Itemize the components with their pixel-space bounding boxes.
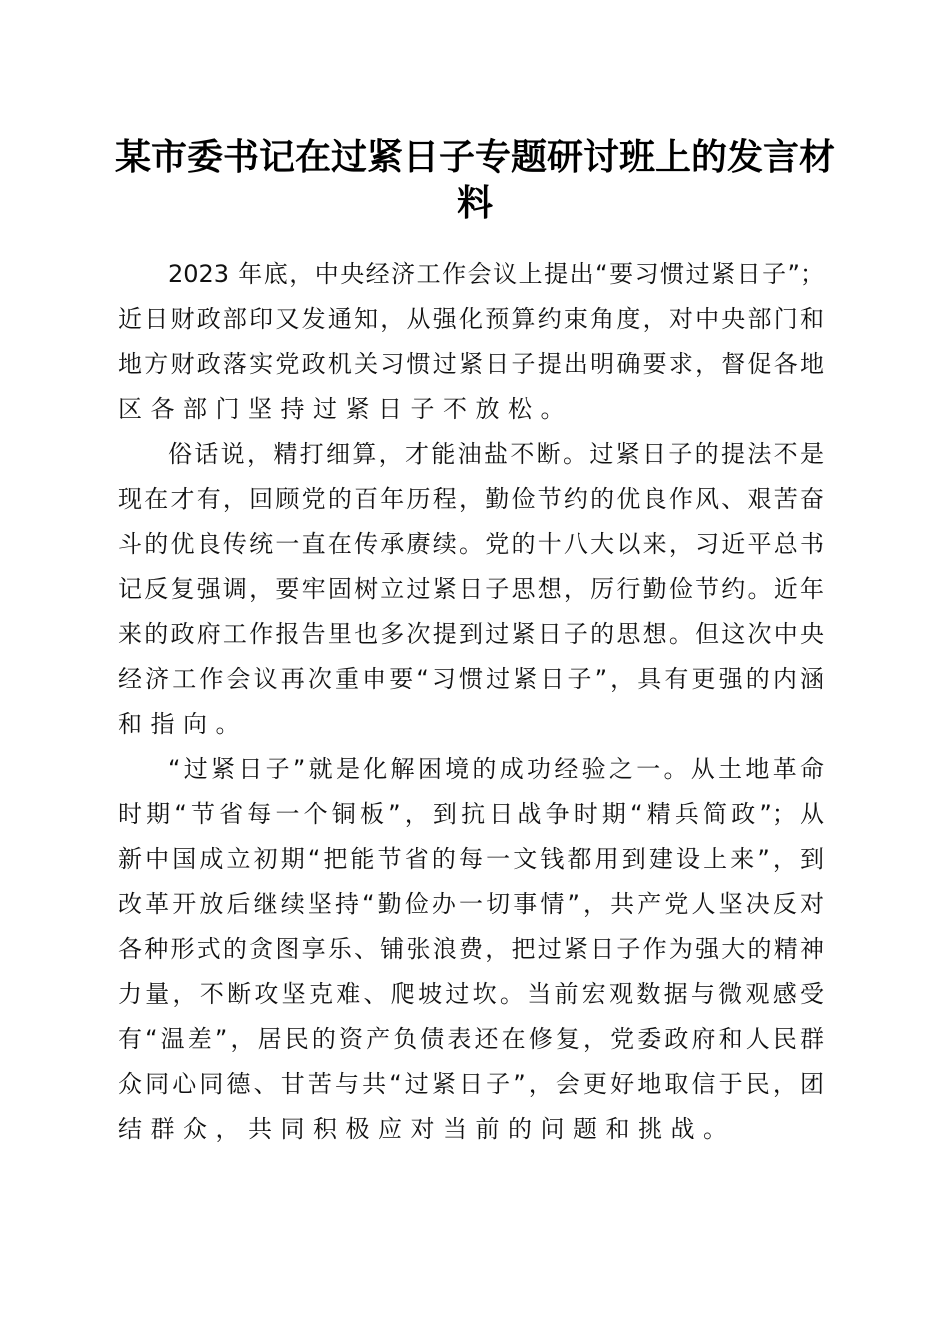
paragraph-line: 地方财政落实党政机关习惯过紧日子提出明确要求，督促各地 (118, 350, 824, 378)
paragraph-line: 斗的优良传统一直在传承赓续。党的十八大以来，习近平总书 (118, 530, 824, 558)
paragraph-line: 和指向。 (118, 710, 248, 738)
paragraph-line: 2023 年底，中央经济工作会议上提出“要习惯过紧日子”； (168, 260, 824, 288)
paragraph-line: 时期“节省每一个铜板”，到抗日战争时期“精兵简政”；从 (118, 800, 824, 828)
paragraph (118, 432, 824, 747)
paragraph-line: 众同心同德、甘苦与共“过紧日子”，会更好地取信于民，团 (118, 1070, 824, 1098)
paragraph-line: 来的政府工作报告里也多次提到过紧日子的思想。但这次中央 (118, 620, 824, 648)
paragraph (118, 252, 824, 432)
title-line: 料 (456, 182, 493, 224)
title-line: 某市委书记在过紧日子专题研讨班上的发言材 (114, 136, 835, 178)
paragraph-line: 力量，不断攻坚克难、爬坡过坎。当前宏观数据与微观感受 (118, 980, 824, 1008)
paragraph-line: 记反复强调，要牢固树立过紧日子思想，厉行勤俭节约。近年 (118, 575, 824, 603)
paragraph-line: 现在才有，回顾党的百年历程，勤俭节约的优良作风、艰苦奋 (118, 485, 824, 513)
paragraph-line: 结群众，共同积极应对当前的问题和挑战。 (118, 1115, 736, 1143)
paragraph-line: 有“温差”，居民的资产负债表还在修复，党委政府和人民群 (118, 1025, 824, 1053)
paragraph (118, 747, 824, 1152)
paragraph-line: “过紧日子”就是化解困境的成功经验之一。从土地革命 (168, 755, 824, 783)
paragraph-line: 各种形式的贪图享乐、铺张浪费，把过紧日子作为强大的精神 (118, 935, 824, 963)
paragraph-line: 区各部门坚持过紧日子不放松。 (118, 395, 573, 423)
paragraph-line: 经济工作会议再次重申要“习惯过紧日子”，具有更强的内涵 (118, 665, 824, 693)
paragraph-line: 新中国成立初期“把能节省的每一文钱都用到建设上来”，到 (118, 845, 824, 873)
document-body (118, 252, 824, 1152)
paragraph-line: 近日财政部印又发通知，从强化预算约束角度，对中央部门和 (118, 305, 824, 333)
paragraph-line: 俗话说，精打细算，才能油盐不断。过紧日子的提法不是 (168, 440, 824, 468)
document-title (110, 134, 840, 226)
paragraph-line: 改革开放后继续坚持“勤俭办一切事情”，共产党人坚决反对 (118, 890, 824, 918)
